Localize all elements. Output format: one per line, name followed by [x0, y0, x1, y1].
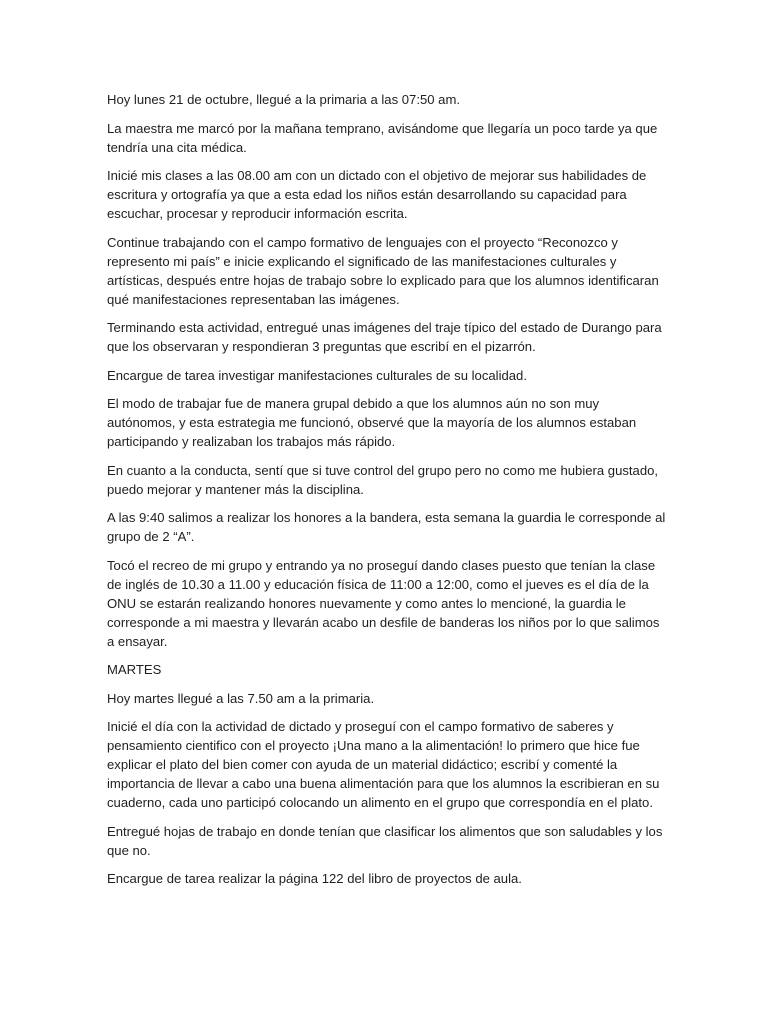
paragraph-worksheets: Entregué hojas de trabajo en donde tenían que clasificar los alimentos que son saludables y los que no. [107, 823, 663, 858]
paragraph-arrival-monday: Hoy lunes 21 de octubre, llegué a la primaria a las 07:50 am. [107, 92, 461, 107]
paragraph-group-work: El modo de trabajar fue de manera grupal debido a que los alumnos aún no son muy autónomos, y esta estrategia me funcionó, observé que la mayoría de los alumnos estaban participando y realizaban los trabajos más rápido. [107, 396, 637, 449]
paragraph-nutrition-project: Inicié el día con la actividad de dictado y proseguí con el campo formativo de saberes y pensamiento cientifico con el proyecto ¡Una mano a la alimentación! lo primero que hice fue explicar el plato del bien comer con ayuda de un material didáctico; escribí y comenté la importancia de llevar a cabo una buena alimentación para que los alumnos la escribieran en su cuaderno, cada uno participó colocando un alimento en el grupo que correspondía en el plato. [107, 719, 660, 810]
paragraph-durango-images: Terminando esta actividad, entregué unas imágenes del traje típico del estado de Durango para que los observaran y respondieran 3 preguntas que escribí en el pizarrón. [107, 320, 662, 354]
paragraph-recess: Tocó el recreo de mi grupo y entrando ya no proseguí dando clases puesto que tenían la clase de inglés de 10.30 a 11.00 y educación física de 11:00 a 12:00, como el jueves es el día de la ONU se estarán realizando honores nuevamente y como antes lo mencioné, la guardia le corresponde a mi maestra y llevarán acabo un desfile de banderas los niños por lo que salimos a ensayar. [107, 557, 660, 649]
paragraph-teacher-late: La maestra me marcó por la mañana temprano, avisándome que llegaría un poco tarde ya que tendría una cita médica. [107, 120, 658, 155]
paragraph-languages-project: Continue trabajando con el campo formativo de lenguajes con el proyecto “Reconozco y represento mi país” e inicie explicando el significado de las manifestaciones culturales y artísticas, después entre hojas de trabajo sobre lo explicado para que los alumnos identificaran qué manifestaciones representaban las imágenes. [107, 234, 659, 307]
paragraph-conduct: En cuanto a la conducta, sentí que si tuve control del grupo pero no como me hubiera gustado, puedo mejorar y mantener más la disciplina. [107, 462, 659, 497]
paragraph-homework-tuesday: Encargue de tarea realizar la página 122 del libro de proyectos de aula. [107, 871, 522, 886]
paragraph-flag-honors: A las 9:40 salimos a realizar los honores a la bandera, esta semana la guardia le corresponde al grupo de 2 “A”. [107, 510, 666, 544]
paragraph-arrival-tuesday: Hoy martes llegué a las 7.50 am a la primaria. [107, 690, 375, 706]
document-body [107, 90, 667, 898]
paragraph-dictation: Inicié mis clases a las 08.00 am con un dictado con el objetivo de mejorar sus habilidades de escritura y ortografía ya que a esta edad los niños están desarrollando su capacidad para escuchar, procesar y reproducir información escrita. [107, 168, 647, 221]
section-heading-tuesday: MARTES [107, 662, 162, 677]
paragraph-homework-monday: Encargue de tarea investigar manifestaciones culturales de su localidad. [107, 367, 527, 383]
